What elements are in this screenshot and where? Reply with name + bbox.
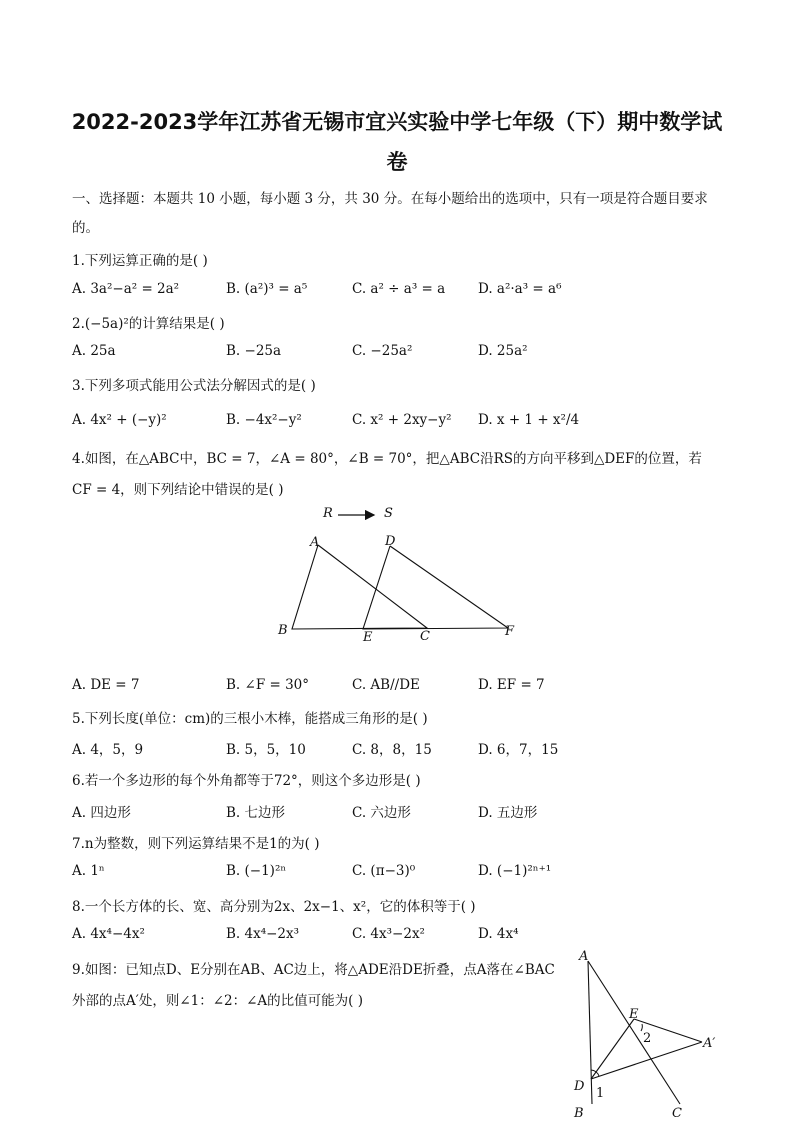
line-ac	[588, 961, 680, 1104]
question-5-stem: 5.下列长度(单位：cm)的三根小木棒，能搭成三角形的是( )	[72, 711, 428, 727]
q4-option-d[interactable]: D. EF = 7	[478, 677, 545, 693]
q3-option-b[interactable]: B. −4x²−y²	[226, 412, 302, 428]
q2-option-c[interactable]: C. −25a²	[352, 343, 413, 359]
q5-option-c[interactable]: C. 8，8，15	[352, 742, 432, 758]
translation-figure	[270, 498, 530, 648]
label-D: D	[574, 1079, 585, 1094]
fold-line-de	[591, 1019, 634, 1079]
label-R: R	[323, 506, 333, 521]
q6-option-a[interactable]: A. 四边形	[72, 805, 131, 821]
q1-option-a[interactable]: A. 3a²−a² = 2a²	[72, 281, 180, 297]
question-2-stem: 2.(−5a)²的计算结果是( )	[72, 316, 225, 332]
label-B: B	[574, 1106, 584, 1121]
label-E: E	[629, 1007, 639, 1022]
q3-option-d[interactable]: D. x + 1 + x²/4	[478, 412, 580, 428]
line-da-prime	[591, 1042, 702, 1079]
label-A-prime: A′	[703, 1036, 716, 1051]
q2-option-a[interactable]: A. 25a	[72, 343, 116, 359]
question-7-stem: 7.n为整数，则下列运算结果不是1的为( )	[72, 836, 320, 852]
label-S: S	[384, 506, 393, 521]
q7-option-c[interactable]: C. (π−3)⁰	[352, 863, 416, 879]
question-4-stem: 4.如图，在△ABC中，BC = 7，∠A = 80°，∠B = 70°，把△ABC沿RS的方向平移到△DEF的位置，若	[72, 451, 702, 467]
question-4-stem-continued: CF = 4，则下列结论中错误的是( )	[72, 482, 284, 498]
q2-option-b[interactable]: B. −25a	[226, 343, 282, 359]
line-ab	[588, 961, 592, 1104]
q7-option-b[interactable]: B. (−1)²ⁿ	[226, 863, 287, 879]
label-B: B	[278, 623, 288, 638]
angle-2-arc	[641, 1024, 642, 1031]
q4-option-a[interactable]: A. DE = 7	[72, 677, 140, 693]
q2-option-d[interactable]: D. 25a²	[478, 343, 528, 359]
q7-option-a[interactable]: A. 1ⁿ	[72, 863, 105, 879]
question-6-stem: 6.若一个多边形的每个外角都等于72°，则这个多边形是( )	[72, 773, 421, 789]
q6-option-c[interactable]: C. 六边形	[352, 805, 411, 821]
section-header-continued: 的。	[72, 220, 99, 236]
q5-option-b[interactable]: B. 5，5，10	[226, 742, 306, 758]
question-1-stem: 1.下列运算正确的是( )	[72, 253, 208, 269]
question-8-stem: 8.一个长方体的长、宽、高分别为2x、2x−1、x²，它的体积等于( )	[72, 899, 476, 915]
q6-option-d[interactable]: D. 五边形	[478, 805, 538, 821]
question-9-stem-continued: 外部的点A′处，则∠1：∠2：∠A的比值可能为( )	[72, 993, 364, 1009]
question-3-stem: 3.下列多项式能用公式法分解因式的是( )	[72, 378, 316, 394]
label-E: E	[363, 630, 373, 645]
q4-option-c[interactable]: C. AB//DE	[352, 677, 420, 693]
q5-option-d[interactable]: D. 6，7，15	[478, 742, 559, 758]
q6-option-b[interactable]: B. 七边形	[226, 805, 286, 821]
triangle-def	[363, 546, 508, 629]
q4-option-b[interactable]: B. ∠F = 30°	[226, 677, 310, 693]
q8-option-c[interactable]: C. 4x³−2x²	[352, 926, 425, 942]
q7-option-d[interactable]: D. (−1)²ⁿ⁺¹	[478, 863, 552, 879]
label-A: A	[310, 535, 320, 550]
q3-option-c[interactable]: C. x² + 2xy−y²	[352, 412, 452, 428]
folding-figure	[565, 944, 725, 1122]
label-F: F	[505, 624, 515, 639]
question-9-stem: 9.如图：已知点D、E分别在AB、AC边上，将△ADE沿DE折叠，点A落在∠BAC	[72, 962, 555, 978]
q3-option-a[interactable]: A. 4x² + (−y)²	[72, 412, 167, 428]
q8-option-d[interactable]: D. 4x⁴	[478, 926, 519, 942]
section-header: 一、选择题：本题共 10 小题，每小题 3 分，共 30 分。在每小题给出的选项中，只有一项是符合题目要求	[72, 191, 708, 207]
q1-option-b[interactable]: B. (a²)³ = a⁵	[226, 281, 308, 297]
label-D: D	[385, 534, 396, 549]
label-C: C	[672, 1106, 682, 1121]
page-title: 2022-2023学年江苏省无锡市宜兴实验中学七年级（下）期中数学试	[71, 110, 723, 134]
page-title-continued: 卷	[386, 150, 408, 174]
q1-option-d[interactable]: D. a²·a³ = a⁶	[478, 281, 562, 297]
q8-option-b[interactable]: B. 4x⁴−2x³	[226, 926, 300, 942]
q1-option-c[interactable]: C. a² ÷ a³ = a	[352, 281, 446, 297]
label-angle-2: 2	[643, 1031, 652, 1046]
q8-option-a[interactable]: A. 4x⁴−4x²	[72, 926, 145, 942]
label-C: C	[420, 629, 430, 644]
label-angle-1: 1	[596, 1086, 605, 1101]
label-A: A	[579, 949, 589, 964]
q5-option-a[interactable]: A. 4，5，9	[72, 742, 144, 758]
